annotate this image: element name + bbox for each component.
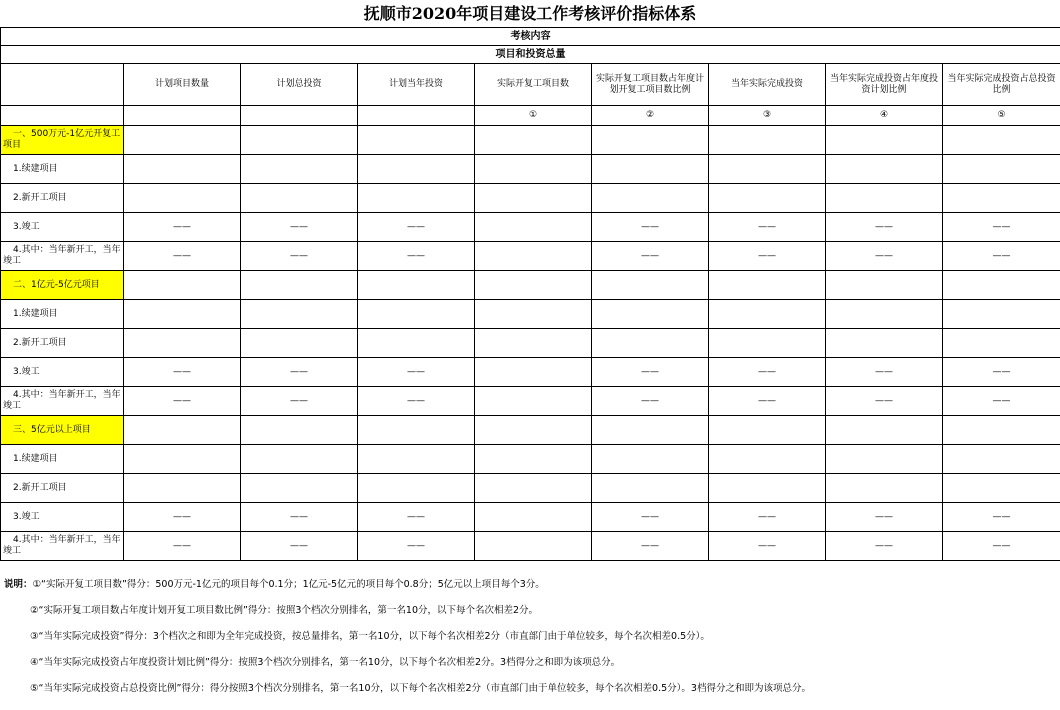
data-cell bbox=[826, 532, 943, 561]
table-row bbox=[1, 532, 1060, 561]
row-label bbox=[1, 329, 124, 358]
table-row bbox=[1, 387, 1060, 416]
data-cell bbox=[241, 155, 358, 184]
row-label bbox=[1, 474, 124, 503]
data-cell bbox=[943, 300, 1060, 329]
dash-marker: —— bbox=[407, 250, 425, 261]
dash-marker: —— bbox=[875, 366, 893, 377]
column-marker: ① bbox=[475, 106, 592, 126]
marker-blank bbox=[1, 106, 124, 126]
data-cell bbox=[709, 300, 826, 329]
row-label bbox=[1, 532, 124, 561]
dash-marker: —— bbox=[875, 540, 893, 551]
data-cell bbox=[709, 329, 826, 358]
dash-marker: —— bbox=[641, 366, 659, 377]
data-cell bbox=[124, 358, 241, 387]
dash-marker: —— bbox=[992, 250, 1011, 261]
data-cell bbox=[709, 358, 826, 387]
dash-marker: —— bbox=[290, 221, 308, 232]
data-cell bbox=[943, 416, 1060, 445]
dash-marker: —— bbox=[290, 366, 308, 377]
dash-marker: —— bbox=[875, 221, 893, 232]
section-label bbox=[1, 271, 124, 300]
column-marker bbox=[241, 106, 358, 126]
data-cell bbox=[592, 242, 709, 271]
data-cell bbox=[475, 329, 592, 358]
data-cell bbox=[709, 271, 826, 300]
data-cell bbox=[826, 358, 943, 387]
data-cell bbox=[709, 184, 826, 213]
data-cell bbox=[475, 358, 592, 387]
table-row bbox=[1, 329, 1060, 358]
note-text: ④“当年实际完成投资占年度投资计划比例”得分：按照3个档次分别排名，第一名10分，以下每个名次相差2分。3档得分之和即为该项总分。 bbox=[30, 657, 621, 668]
data-cell bbox=[943, 329, 1060, 358]
dash-marker: —— bbox=[641, 250, 659, 261]
section-label-text: 二、1亿元-5亿元项目 bbox=[13, 279, 100, 290]
table-row bbox=[1, 474, 1060, 503]
data-cell bbox=[592, 271, 709, 300]
dash-marker: —— bbox=[758, 395, 776, 406]
data-cell bbox=[475, 445, 592, 474]
dash-marker: —— bbox=[173, 540, 191, 551]
data-cell bbox=[241, 416, 358, 445]
data-cell bbox=[826, 416, 943, 445]
row-label bbox=[1, 445, 124, 474]
dash-marker: —— bbox=[407, 395, 425, 406]
column-marker: ⑤ bbox=[943, 106, 1060, 126]
data-cell bbox=[241, 184, 358, 213]
data-cell bbox=[358, 532, 475, 561]
data-cell bbox=[241, 271, 358, 300]
dash-marker: —— bbox=[758, 366, 776, 377]
data-cell bbox=[475, 271, 592, 300]
data-cell bbox=[943, 271, 1060, 300]
row-label-text: 3.竣工 bbox=[13, 366, 40, 377]
data-cell bbox=[592, 155, 709, 184]
row-label bbox=[1, 242, 124, 271]
data-cell bbox=[358, 387, 475, 416]
dash-marker: —— bbox=[407, 511, 425, 522]
data-cell bbox=[592, 503, 709, 532]
data-cell bbox=[358, 242, 475, 271]
dash-marker: —— bbox=[758, 221, 776, 232]
data-cell bbox=[475, 532, 592, 561]
data-cell bbox=[358, 300, 475, 329]
row-label bbox=[1, 155, 124, 184]
dash-marker: —— bbox=[173, 395, 191, 406]
column-header-blank bbox=[1, 64, 124, 106]
dash-marker: —— bbox=[641, 221, 659, 232]
data-cell bbox=[826, 300, 943, 329]
dash-marker: —— bbox=[290, 511, 308, 522]
data-cell bbox=[124, 242, 241, 271]
dash-marker: —— bbox=[407, 221, 425, 232]
dash-marker: —— bbox=[992, 221, 1011, 232]
data-cell bbox=[124, 532, 241, 561]
dash-marker: —— bbox=[992, 366, 1011, 377]
data-cell bbox=[592, 387, 709, 416]
dash-marker: —— bbox=[173, 250, 191, 261]
column-header: 当年实际完成投资占总投资比例 bbox=[943, 64, 1060, 106]
data-cell bbox=[709, 445, 826, 474]
row-label bbox=[1, 300, 124, 329]
data-cell bbox=[124, 474, 241, 503]
data-cell bbox=[709, 416, 826, 445]
marker-row bbox=[1, 106, 1060, 126]
dash-marker: —— bbox=[875, 250, 893, 261]
data-cell bbox=[241, 445, 358, 474]
data-cell bbox=[241, 532, 358, 561]
data-cell bbox=[475, 155, 592, 184]
column-header: 实际开复工项目数占年度计划开复工项目数比例 bbox=[592, 64, 709, 106]
data-cell bbox=[826, 242, 943, 271]
data-cell bbox=[943, 387, 1060, 416]
row-label-text: 4.其中：当年新开工，当年竣工 bbox=[3, 535, 121, 556]
data-cell bbox=[592, 329, 709, 358]
note-2 bbox=[30, 604, 538, 618]
data-cell bbox=[241, 300, 358, 329]
data-cell bbox=[826, 155, 943, 184]
table-row bbox=[1, 445, 1060, 474]
section-label bbox=[1, 126, 124, 155]
data-cell bbox=[358, 329, 475, 358]
data-cell bbox=[592, 445, 709, 474]
data-cell bbox=[475, 300, 592, 329]
dash-marker: —— bbox=[875, 395, 893, 406]
data-cell bbox=[943, 184, 1060, 213]
row-label bbox=[1, 213, 124, 242]
row-label-text: 4.其中：当年新开工，当年竣工 bbox=[3, 390, 121, 411]
dash-marker: —— bbox=[992, 540, 1011, 551]
evaluation-table bbox=[0, 27, 1060, 561]
dash-marker: —— bbox=[641, 395, 659, 406]
data-cell bbox=[358, 416, 475, 445]
header-investment-total: 项目和投资总量 bbox=[1, 46, 1060, 64]
data-cell bbox=[358, 155, 475, 184]
section-label-text: 一、500万元-1亿元开复工项目 bbox=[3, 129, 121, 150]
dash-marker: —— bbox=[173, 511, 191, 522]
data-cell bbox=[124, 300, 241, 329]
row-label-text: 2.新开工项目 bbox=[13, 337, 67, 348]
column-header: 实际开复工项目数 bbox=[475, 64, 592, 106]
table-row bbox=[1, 155, 1060, 184]
dash-marker: —— bbox=[290, 250, 308, 261]
dash-marker: —— bbox=[173, 366, 191, 377]
dash-marker: —— bbox=[992, 511, 1011, 522]
table-row bbox=[1, 213, 1060, 242]
row-label bbox=[1, 358, 124, 387]
note-1 bbox=[4, 578, 545, 592]
row-label-text: 3.竣工 bbox=[13, 511, 40, 522]
data-cell bbox=[826, 271, 943, 300]
table-row bbox=[1, 358, 1060, 387]
data-cell bbox=[826, 329, 943, 358]
data-cell bbox=[826, 387, 943, 416]
column-header: 当年实际完成投资 bbox=[709, 64, 826, 106]
note-text: ③“当年实际完成投资”得分：3个档次之和即为全年完成投资，按总量排名，第一名10分，以下每个名次相差2分（市直部门由于单位较多，每个名次相差0.5分）。 bbox=[30, 631, 710, 642]
data-cell bbox=[124, 445, 241, 474]
note-4 bbox=[30, 656, 620, 670]
data-cell bbox=[358, 126, 475, 155]
note-text: ⑤“当年实际完成投资占总投资比例”得分：得分按照3个档次分别排名，第一名10分，以下每个名次相差2分（市直部门由于单位较多，每个名次相差0.5分）。3档得分之和即为该项总分。 bbox=[30, 683, 811, 694]
header-assessment-content: 考核内容 bbox=[1, 28, 1060, 46]
data-cell bbox=[826, 126, 943, 155]
table-row bbox=[1, 503, 1060, 532]
data-cell bbox=[475, 242, 592, 271]
data-cell bbox=[124, 155, 241, 184]
data-cell bbox=[943, 358, 1060, 387]
data-cell bbox=[943, 503, 1060, 532]
dash-marker: —— bbox=[407, 366, 425, 377]
dash-marker: —— bbox=[992, 395, 1011, 406]
dash-marker: —— bbox=[758, 250, 776, 261]
note-text: ①“实际开复工项目数”得分：500万元-1亿元的项目每个0.1分；1亿元-5亿元的项目每个0.8分；5亿元以上项目每个3分。 bbox=[32, 579, 545, 590]
data-cell bbox=[709, 213, 826, 242]
data-cell bbox=[943, 532, 1060, 561]
data-cell bbox=[592, 474, 709, 503]
column-marker bbox=[124, 106, 241, 126]
row-label-text: 1.续建项目 bbox=[13, 308, 58, 319]
row-label-text: 4.其中：当年新开工，当年竣工 bbox=[3, 245, 121, 266]
section-row bbox=[1, 416, 1060, 445]
note-text: ②“实际开复工项目数占年度计划开复工项目数比例”得分：按照3个档次分别排名，第一名10分，以下每个名次相差2分。 bbox=[30, 605, 539, 616]
data-cell bbox=[709, 387, 826, 416]
row-label bbox=[1, 387, 124, 416]
column-marker: ④ bbox=[826, 106, 943, 126]
data-cell bbox=[358, 503, 475, 532]
column-header: 计划项目数量 bbox=[124, 64, 241, 106]
data-cell bbox=[475, 416, 592, 445]
data-cell bbox=[124, 184, 241, 213]
data-cell bbox=[241, 503, 358, 532]
data-cell bbox=[592, 532, 709, 561]
data-cell bbox=[475, 503, 592, 532]
data-cell bbox=[124, 213, 241, 242]
section-label bbox=[1, 416, 124, 445]
dash-marker: —— bbox=[758, 511, 776, 522]
data-cell bbox=[592, 184, 709, 213]
data-cell bbox=[826, 184, 943, 213]
dash-marker: —— bbox=[407, 540, 425, 551]
data-cell bbox=[124, 503, 241, 532]
data-cell bbox=[826, 503, 943, 532]
data-cell bbox=[241, 126, 358, 155]
data-cell bbox=[943, 213, 1060, 242]
notes-lead: 说明： bbox=[4, 579, 33, 590]
data-cell bbox=[826, 213, 943, 242]
data-cell bbox=[943, 126, 1060, 155]
data-cell bbox=[241, 474, 358, 503]
data-cell bbox=[943, 155, 1060, 184]
row-label-text: 2.新开工项目 bbox=[13, 192, 67, 203]
data-cell bbox=[124, 387, 241, 416]
column-header: 计划当年投资 bbox=[358, 64, 475, 106]
data-cell bbox=[709, 242, 826, 271]
table-row bbox=[1, 242, 1060, 271]
data-cell bbox=[709, 532, 826, 561]
data-cell bbox=[124, 271, 241, 300]
data-cell bbox=[826, 474, 943, 503]
section-label-text: 三、5亿元以上项目 bbox=[13, 424, 91, 435]
data-cell bbox=[241, 213, 358, 242]
data-cell bbox=[592, 213, 709, 242]
data-cell bbox=[475, 474, 592, 503]
row-label bbox=[1, 503, 124, 532]
data-cell bbox=[709, 474, 826, 503]
data-cell bbox=[241, 358, 358, 387]
dash-marker: —— bbox=[290, 395, 308, 406]
column-marker bbox=[358, 106, 475, 126]
data-cell bbox=[709, 126, 826, 155]
column-marker: ② bbox=[592, 106, 709, 126]
dash-marker: —— bbox=[173, 221, 191, 232]
note-5 bbox=[30, 682, 811, 696]
data-cell bbox=[709, 503, 826, 532]
data-cell bbox=[943, 242, 1060, 271]
note-3 bbox=[30, 630, 710, 644]
page-title: 抚顺市2020年项目建设工作考核评价指标体系 bbox=[363, 4, 697, 23]
data-cell bbox=[358, 271, 475, 300]
data-cell bbox=[475, 387, 592, 416]
table-row bbox=[1, 300, 1060, 329]
column-header-row bbox=[1, 64, 1060, 106]
data-cell bbox=[358, 358, 475, 387]
data-cell bbox=[124, 416, 241, 445]
data-cell bbox=[592, 300, 709, 329]
dash-marker: —— bbox=[641, 511, 659, 522]
data-cell bbox=[592, 416, 709, 445]
data-cell bbox=[241, 242, 358, 271]
data-cell bbox=[475, 184, 592, 213]
row-label-text: 3.竣工 bbox=[13, 221, 40, 232]
dash-marker: —— bbox=[758, 540, 776, 551]
data-cell bbox=[124, 126, 241, 155]
data-cell bbox=[943, 474, 1060, 503]
dash-marker: —— bbox=[875, 511, 893, 522]
section-row bbox=[1, 126, 1060, 155]
dash-marker: —— bbox=[641, 540, 659, 551]
data-cell bbox=[709, 155, 826, 184]
row-label-text: 1.续建项目 bbox=[13, 453, 58, 464]
data-cell bbox=[475, 213, 592, 242]
data-cell bbox=[358, 184, 475, 213]
dash-marker: —— bbox=[290, 540, 308, 551]
row-label-text: 1.续建项目 bbox=[13, 163, 58, 174]
data-cell bbox=[241, 387, 358, 416]
data-cell bbox=[358, 445, 475, 474]
data-cell bbox=[358, 213, 475, 242]
column-header: 计划总投资 bbox=[241, 64, 358, 106]
data-cell bbox=[592, 126, 709, 155]
column-header: 当年实际完成投资占年度投资计划比例 bbox=[826, 64, 943, 106]
data-cell bbox=[124, 329, 241, 358]
data-cell bbox=[826, 445, 943, 474]
table-row bbox=[1, 184, 1060, 213]
data-cell bbox=[241, 329, 358, 358]
data-cell bbox=[358, 474, 475, 503]
data-cell bbox=[475, 126, 592, 155]
section-row bbox=[1, 271, 1060, 300]
row-label-text: 2.新开工项目 bbox=[13, 482, 67, 493]
column-marker: ③ bbox=[709, 106, 826, 126]
data-cell bbox=[943, 445, 1060, 474]
data-cell bbox=[592, 358, 709, 387]
row-label bbox=[1, 184, 124, 213]
